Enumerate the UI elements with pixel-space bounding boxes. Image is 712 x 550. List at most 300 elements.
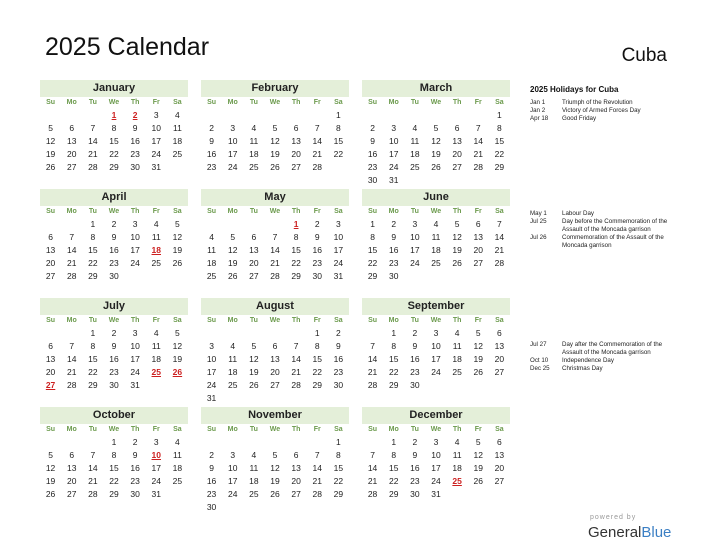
day-cell: 13 xyxy=(291,463,301,473)
day-cell: 8 xyxy=(497,123,502,133)
day-cell: 27 xyxy=(291,489,301,499)
day-cell: 20 xyxy=(66,149,77,159)
day-cell: 11 xyxy=(173,450,182,460)
month-days-grid xyxy=(201,424,349,514)
day-cell: 23 xyxy=(109,258,119,268)
day-cell: 14 xyxy=(66,245,77,255)
day-cell: 27 xyxy=(270,380,280,390)
day-cell: 2 xyxy=(111,328,117,338)
holiday-item xyxy=(530,107,670,115)
day-cell: 5 xyxy=(433,123,439,133)
day-cell: 24 xyxy=(130,258,140,268)
day-cell: 25 xyxy=(206,271,217,281)
weekday-label: We xyxy=(108,208,120,215)
day-cell: 6 xyxy=(475,219,481,229)
day-cell: 14 xyxy=(473,136,483,146)
day-cell: 9 xyxy=(111,232,117,242)
day-cell: 3 xyxy=(230,450,236,460)
weekday-label: Mo xyxy=(388,426,399,433)
day-cell: 10 xyxy=(431,450,441,460)
day-cell: 25 xyxy=(431,258,441,268)
day-cell: 2 xyxy=(412,437,418,447)
weekday-label: Fr xyxy=(313,99,321,106)
weekday-label: Th xyxy=(130,426,140,433)
day-cell: 27 xyxy=(66,489,77,499)
weekday-label: Fr xyxy=(313,426,321,433)
weekday-label: Tu xyxy=(249,317,258,324)
holiday-day-cell: 18 xyxy=(151,245,161,255)
day-cell: 18 xyxy=(227,367,238,377)
day-cell: 5 xyxy=(475,437,481,447)
day-cell: 14 xyxy=(66,354,77,364)
day-cell: 13 xyxy=(249,245,259,255)
day-cell: 28 xyxy=(291,380,301,390)
day-cell: 9 xyxy=(132,123,138,133)
month-header: March xyxy=(362,80,510,97)
day-cell: 5 xyxy=(230,232,236,242)
day-cell: 25 xyxy=(151,258,161,268)
holiday-group xyxy=(530,99,670,123)
holiday-day-cell: 25 xyxy=(151,367,161,377)
day-cell: 3 xyxy=(412,219,418,229)
day-cell: 2 xyxy=(391,219,397,229)
day-cell: 24 xyxy=(333,258,344,268)
holiday-item xyxy=(530,99,670,107)
holiday-name: Commemoration of the Assault of the Moncada garrison xyxy=(562,234,664,249)
weekday-label: Mo xyxy=(66,208,77,215)
day-cell: 18 xyxy=(410,149,420,159)
holiday-date: May 1 xyxy=(530,210,547,217)
day-cell: 31 xyxy=(151,162,161,172)
day-cell: 11 xyxy=(452,341,462,351)
day-cell: 10 xyxy=(130,341,140,351)
empty-day-cell xyxy=(307,109,328,122)
day-cell: 18 xyxy=(452,463,462,473)
day-cell: 29 xyxy=(367,271,378,281)
day-cell: 28 xyxy=(88,489,98,499)
day-cell: 21 xyxy=(367,367,378,377)
weekday-label: Sa xyxy=(173,317,182,324)
empty-day-cell xyxy=(307,436,328,449)
holiday-name: Labour Day xyxy=(562,210,594,217)
day-cell: 7 xyxy=(90,450,96,460)
month-days-grid xyxy=(362,315,510,392)
day-cell: 12 xyxy=(249,354,259,364)
day-cell: 29 xyxy=(291,271,301,281)
day-cell: 22 xyxy=(291,258,301,268)
day-cell: 24 xyxy=(388,162,399,172)
day-cell: 8 xyxy=(111,123,117,133)
day-cell: 23 xyxy=(333,367,344,377)
day-cell: 16 xyxy=(312,245,322,255)
day-cell: 31 xyxy=(333,271,344,281)
month-header: January xyxy=(40,80,188,97)
day-cell: 27 xyxy=(452,162,462,172)
day-cell: 12 xyxy=(227,245,238,255)
day-cell: 30 xyxy=(410,380,420,390)
empty-day-cell xyxy=(201,109,222,122)
day-cell: 28 xyxy=(367,380,378,390)
month-header: October xyxy=(40,407,188,424)
month-days-grid xyxy=(201,97,349,174)
day-cell: 29 xyxy=(494,162,505,172)
day-cell: 3 xyxy=(433,328,439,338)
month-days-grid xyxy=(40,97,188,174)
day-cell: 11 xyxy=(228,354,238,364)
weekday-label: We xyxy=(108,99,120,106)
day-cell: 15 xyxy=(333,136,344,146)
day-cell: 3 xyxy=(336,219,341,229)
day-cell: 15 xyxy=(88,245,98,255)
day-cell: 4 xyxy=(175,110,180,120)
day-cell: 1 xyxy=(90,328,96,338)
day-cell: 6 xyxy=(497,328,502,338)
day-cell: 27 xyxy=(494,367,505,377)
day-cell: 6 xyxy=(251,232,257,242)
day-cell: 31 xyxy=(206,393,217,403)
day-cell: 10 xyxy=(151,123,161,133)
empty-day-cell xyxy=(362,109,383,122)
country-name: Cuba xyxy=(621,45,667,66)
weekday-label: We xyxy=(430,208,442,215)
empty-day-cell xyxy=(201,327,222,340)
day-cell: 5 xyxy=(272,450,278,460)
day-cell: 22 xyxy=(367,258,378,268)
day-cell: 20 xyxy=(452,149,462,159)
weekday-label: Su xyxy=(46,99,56,106)
day-cell: 26 xyxy=(270,489,280,499)
day-cell: 24 xyxy=(227,162,238,172)
day-cell: 30 xyxy=(388,271,399,281)
day-cell: 4 xyxy=(230,341,236,351)
weekday-label: Fr xyxy=(152,426,160,433)
empty-day-cell xyxy=(362,436,383,449)
day-cell: 11 xyxy=(151,341,161,351)
month-may xyxy=(201,189,349,283)
month-september xyxy=(362,298,510,392)
day-cell: 21 xyxy=(312,149,322,159)
day-cell: 31 xyxy=(431,489,441,499)
day-cell: 16 xyxy=(130,136,140,146)
weekday-label: Th xyxy=(130,99,140,106)
weekday-label: Mo xyxy=(66,426,77,433)
day-cell: 13 xyxy=(452,136,462,146)
empty-day-cell xyxy=(82,436,103,449)
day-cell: 29 xyxy=(333,489,344,499)
empty-day-cell xyxy=(404,109,425,122)
month-october xyxy=(40,407,188,501)
day-cell: 3 xyxy=(391,123,397,133)
weekday-label: Sa xyxy=(334,426,343,433)
day-cell: 10 xyxy=(410,232,420,242)
day-cell: 15 xyxy=(88,354,98,364)
day-cell: 16 xyxy=(130,463,140,473)
day-cell: 12 xyxy=(45,463,56,473)
day-cell: 22 xyxy=(333,476,344,486)
day-cell: 19 xyxy=(431,149,441,159)
day-cell: 10 xyxy=(333,232,344,242)
holiday-day-cell: 25 xyxy=(452,476,462,486)
day-cell: 27 xyxy=(291,162,301,172)
empty-day-cell xyxy=(264,218,285,231)
weekday-label: Tu xyxy=(88,317,97,324)
day-cell: 9 xyxy=(336,341,341,351)
day-cell: 8 xyxy=(293,232,299,242)
day-cell: 14 xyxy=(367,463,378,473)
month-april xyxy=(40,189,188,283)
day-cell: 17 xyxy=(151,136,161,146)
day-cell: 23 xyxy=(312,258,322,268)
day-cell: 25 xyxy=(249,162,259,172)
weekday-label: Th xyxy=(291,317,301,324)
day-cell: 16 xyxy=(109,354,119,364)
day-cell: 27 xyxy=(473,258,483,268)
weekday-label: Sa xyxy=(334,208,343,215)
month-january xyxy=(40,80,188,174)
weekday-label: Th xyxy=(130,208,140,215)
day-cell: 4 xyxy=(433,219,439,229)
holiday-item xyxy=(530,210,670,218)
weekday-label: Tu xyxy=(410,99,419,106)
day-cell: 27 xyxy=(494,476,505,486)
day-cell: 19 xyxy=(270,149,280,159)
holiday-name: Christmas Day xyxy=(562,365,603,372)
day-cell: 11 xyxy=(410,136,420,146)
day-cell: 5 xyxy=(48,123,53,133)
day-cell: 10 xyxy=(227,463,238,473)
day-cell: 3 xyxy=(433,437,439,447)
weekday-label: Mo xyxy=(388,317,399,324)
day-cell: 24 xyxy=(206,380,217,390)
day-cell: 10 xyxy=(431,341,441,351)
day-cell: 16 xyxy=(206,476,217,486)
day-cell: 5 xyxy=(251,341,257,351)
day-cell: 6 xyxy=(272,341,278,351)
holiday-date: Jan 2 xyxy=(530,107,546,114)
month-header: July xyxy=(40,298,188,315)
day-cell: 21 xyxy=(270,258,280,268)
day-cell: 1 xyxy=(391,328,397,338)
day-cell: 3 xyxy=(153,110,159,120)
weekday-label: Su xyxy=(207,317,217,324)
month-days-grid xyxy=(362,206,510,283)
day-cell: 19 xyxy=(172,354,183,364)
day-cell: 30 xyxy=(410,489,420,499)
day-cell: 21 xyxy=(66,258,77,268)
day-cell: 30 xyxy=(109,380,119,390)
day-cell: 22 xyxy=(494,149,505,159)
day-cell: 18 xyxy=(206,258,217,268)
day-cell: 20 xyxy=(270,367,280,377)
day-cell: 29 xyxy=(88,271,98,281)
day-cell: 8 xyxy=(314,341,320,351)
day-cell: 11 xyxy=(173,123,182,133)
day-cell: 23 xyxy=(130,476,140,486)
weekday-label: We xyxy=(430,426,442,433)
day-cell: 4 xyxy=(209,232,214,242)
day-cell: 13 xyxy=(270,354,280,364)
weekday-label: We xyxy=(269,426,281,433)
day-cell: 24 xyxy=(410,258,420,268)
day-cell: 20 xyxy=(66,476,77,486)
day-cell: 22 xyxy=(312,367,322,377)
empty-day-cell xyxy=(468,109,489,122)
day-cell: 18 xyxy=(249,149,259,159)
month-header: February xyxy=(201,80,349,97)
day-cell: 1 xyxy=(336,437,341,447)
weekday-label: Th xyxy=(452,317,462,324)
day-cell: 16 xyxy=(388,245,399,255)
weekday-label: Th xyxy=(291,426,301,433)
holiday-date: Jan 1 xyxy=(530,99,546,106)
day-cell: 7 xyxy=(314,450,320,460)
weekday-label: Tu xyxy=(88,208,97,215)
day-cell: 19 xyxy=(45,149,56,159)
day-cell: 21 xyxy=(473,149,483,159)
day-cell: 26 xyxy=(45,489,56,499)
day-cell: 6 xyxy=(69,450,75,460)
day-cell: 21 xyxy=(312,476,322,486)
day-cell: 2 xyxy=(336,328,341,338)
day-cell: 15 xyxy=(312,354,322,364)
day-cell: 23 xyxy=(130,149,140,159)
day-cell: 23 xyxy=(206,162,217,172)
day-cell: 24 xyxy=(431,476,441,486)
day-cell: 17 xyxy=(431,463,441,473)
day-cell: 9 xyxy=(209,136,214,146)
weekday-label: Fr xyxy=(474,208,482,215)
month-header: August xyxy=(201,298,349,315)
day-cell: 4 xyxy=(412,123,418,133)
day-cell: 25 xyxy=(452,367,462,377)
day-cell: 4 xyxy=(454,328,460,338)
day-cell: 9 xyxy=(391,232,397,242)
weekday-label: Su xyxy=(368,208,378,215)
day-cell: 9 xyxy=(132,450,138,460)
day-cell: 15 xyxy=(109,136,119,146)
day-cell: 1 xyxy=(497,110,502,120)
empty-day-cell xyxy=(61,218,82,231)
day-cell: 30 xyxy=(367,175,378,185)
day-cell: 30 xyxy=(206,502,217,512)
day-cell: 30 xyxy=(312,271,322,281)
holiday-date: Jul 25 xyxy=(530,218,547,225)
weekday-label: Fr xyxy=(152,317,160,324)
day-cell: 28 xyxy=(494,258,505,268)
day-cell: 4 xyxy=(175,437,180,447)
day-cell: 24 xyxy=(151,476,161,486)
day-cell: 19 xyxy=(249,367,259,377)
day-cell: 14 xyxy=(88,463,98,473)
day-cell: 6 xyxy=(293,450,299,460)
day-cell: 20 xyxy=(473,245,483,255)
day-cell: 3 xyxy=(153,437,159,447)
empty-day-cell xyxy=(61,436,82,449)
day-cell: 15 xyxy=(494,136,505,146)
day-cell: 18 xyxy=(431,245,441,255)
day-cell: 10 xyxy=(130,232,140,242)
day-cell: 23 xyxy=(410,367,420,377)
day-cell: 26 xyxy=(249,380,259,390)
day-cell: 24 xyxy=(130,367,140,377)
day-cell: 13 xyxy=(66,136,77,146)
day-cell: 8 xyxy=(111,450,117,460)
empty-day-cell xyxy=(222,109,243,122)
day-cell: 14 xyxy=(270,245,280,255)
month-days-grid xyxy=(362,97,510,187)
day-cell: 12 xyxy=(45,136,56,146)
weekday-label: Su xyxy=(368,426,378,433)
day-cell: 13 xyxy=(45,245,56,255)
day-cell: 1 xyxy=(314,328,320,338)
month-days-grid xyxy=(40,424,188,501)
day-cell: 28 xyxy=(88,162,98,172)
day-cell: 9 xyxy=(111,341,117,351)
day-cell: 22 xyxy=(388,476,399,486)
day-cell: 13 xyxy=(473,232,483,242)
day-cell: 20 xyxy=(249,258,259,268)
empty-day-cell xyxy=(40,109,61,122)
day-cell: 19 xyxy=(473,354,483,364)
weekday-label: Th xyxy=(291,208,301,215)
day-cell: 3 xyxy=(230,123,236,133)
day-cell: 5 xyxy=(454,219,460,229)
weekday-label: Sa xyxy=(173,426,182,433)
day-cell: 29 xyxy=(388,489,399,499)
weekday-label: Fr xyxy=(152,99,160,106)
day-cell: 16 xyxy=(367,149,378,159)
month-days-grid xyxy=(40,315,188,392)
empty-day-cell xyxy=(222,327,243,340)
day-cell: 7 xyxy=(69,341,75,351)
day-cell: 28 xyxy=(270,271,280,281)
day-cell: 7 xyxy=(370,450,375,460)
weekday-label: We xyxy=(430,99,442,106)
day-cell: 11 xyxy=(452,450,462,460)
day-cell: 12 xyxy=(172,341,183,351)
weekday-label: Mo xyxy=(227,99,238,106)
day-cell: 4 xyxy=(454,437,460,447)
weekday-label: Tu xyxy=(410,426,419,433)
weekday-label: We xyxy=(108,317,120,324)
empty-day-cell xyxy=(201,436,222,449)
weekday-label: Su xyxy=(368,317,378,324)
day-cell: 25 xyxy=(172,476,183,486)
empty-day-cell xyxy=(264,327,285,340)
day-cell: 5 xyxy=(272,123,278,133)
weekday-label: Tu xyxy=(249,426,258,433)
holiday-name: Triumph of the Revolution xyxy=(562,99,633,106)
weekday-label: Mo xyxy=(227,317,238,324)
month-header: December xyxy=(362,407,510,424)
weekday-label: Tu xyxy=(88,426,97,433)
weekday-label: Tu xyxy=(410,208,419,215)
day-cell: 29 xyxy=(109,489,119,499)
month-header: May xyxy=(201,189,349,206)
day-cell: 5 xyxy=(175,328,180,338)
holiday-day-cell: 1 xyxy=(293,219,299,229)
day-cell: 24 xyxy=(227,489,238,499)
day-cell: 3 xyxy=(209,341,214,351)
day-cell: 24 xyxy=(431,367,441,377)
day-cell: 28 xyxy=(312,162,322,172)
day-cell: 11 xyxy=(151,232,161,242)
weekday-label: Fr xyxy=(474,317,482,324)
day-cell: 14 xyxy=(312,136,322,146)
brand-logo[interactable] xyxy=(588,524,671,541)
day-cell: 22 xyxy=(109,149,119,159)
weekday-label: Sa xyxy=(495,99,504,106)
